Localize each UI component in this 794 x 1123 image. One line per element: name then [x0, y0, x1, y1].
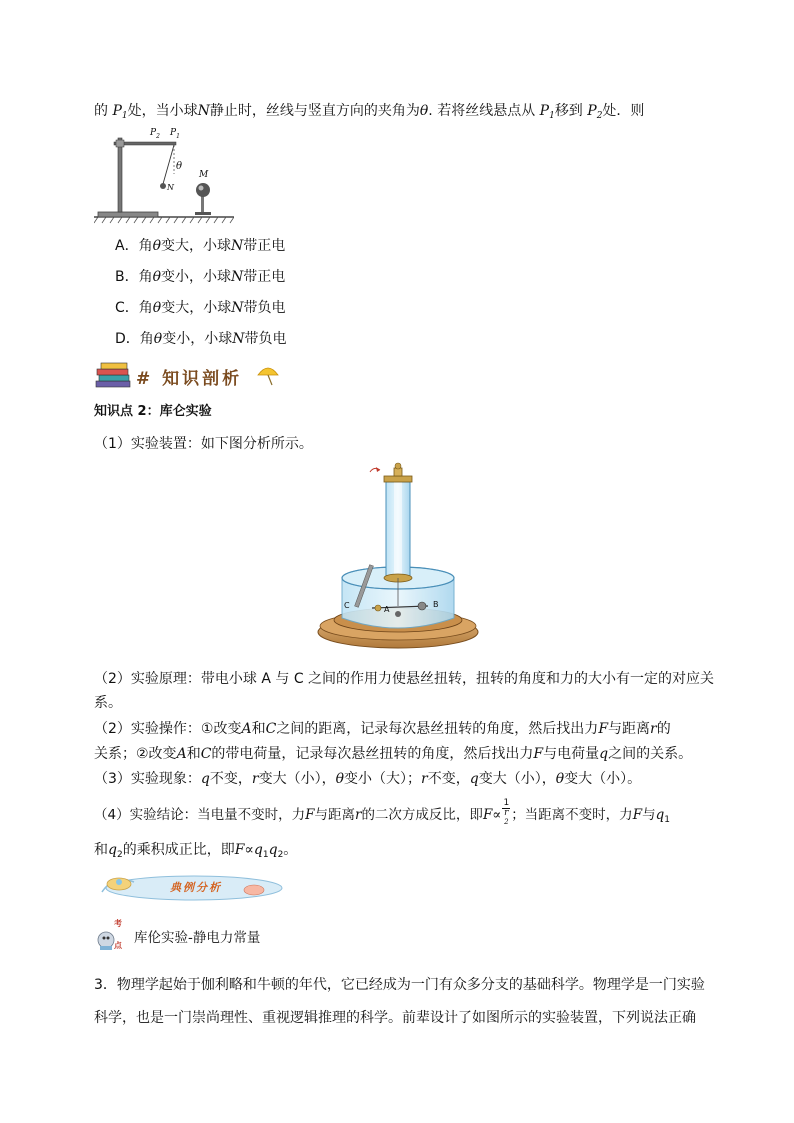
section-operation-line2: 关系；②改变A和C的带电荷量，记录每次悬丝扭转的角度，然后找出力F与电荷量q之间的关系。	[94, 746, 693, 762]
label-n: N	[167, 183, 174, 192]
question-3-line1: 3．物理学起始于伽利略和牛顿的年代，它已经成为一门有众多分支的基础科学。物理学是一门实验	[94, 977, 705, 993]
figure-torsion-balance	[316, 460, 480, 650]
section-apparatus: （1）实验装置：如下图分析所示。	[94, 436, 313, 452]
var-p1: $P_1$	[112, 103, 128, 121]
books-icon	[94, 361, 134, 391]
example-banner	[94, 868, 284, 908]
option-c: C．角θ变大，小球N带负电	[115, 300, 286, 316]
section-phenomenon: （3）实验现象：q不变，r变大（小），θ变小（大）；r不变，q变大（小），θ变大（小）。	[94, 771, 642, 787]
knowledge-banner-title: # 知识剖析	[136, 369, 243, 389]
label-c: C	[344, 601, 350, 610]
knowledge-banner	[94, 359, 284, 391]
mascot-icon	[94, 916, 130, 952]
example-banner-title: 典例分析	[170, 881, 222, 894]
exam-point-text: 库伦实验-静电力常量	[134, 930, 261, 946]
section-principle-line2: 系。	[94, 695, 122, 711]
kaodian-top: 考	[114, 919, 122, 928]
kaodian-bottom: 点	[114, 941, 122, 950]
pendulum-diagram	[94, 128, 234, 224]
section-conclusion-line2: 和$q_2$的乘积成正比，即$F\propto q_1q_2$。	[94, 842, 298, 860]
var-p1b: $P_1$	[539, 103, 555, 121]
section-principle-line1: （2）实验原理：带电小球 A 与 C 之间的作用力使悬丝扭转，扭转的角度和力的大小有一定的对应关	[94, 671, 715, 687]
option-d: D．角θ变小，小球N带负电	[115, 331, 287, 347]
label-b: B	[433, 600, 439, 609]
section-operation-line1: （2）实验操作：①改变A和C之间的距离，记录每次悬丝扭转的角度，然后找出力F与距离r的	[94, 721, 671, 737]
var-n: N	[197, 103, 210, 119]
label-p2: $P_2$	[150, 128, 160, 140]
option-b: B．角θ变小，小球N带正电	[115, 269, 286, 285]
figure-pendulum-apparatus	[94, 128, 234, 224]
var-p2: $P_2$	[587, 103, 603, 121]
knowledge-point-title: 知识点 2：库仑实验	[94, 404, 212, 419]
option-a: A．角θ变大，小球N带正电	[115, 238, 286, 254]
fraction-1-over-r2: 1 r $^2$	[503, 798, 510, 826]
exam-point	[94, 916, 394, 956]
umbrella-icon	[256, 363, 280, 387]
label-m: M	[199, 170, 209, 180]
section-conclusion-line1: （4）实验结论：当电量不变时，力F与距离r的二次方成反比，即F∝ 1 r $^2$ ；当距离不变时，力F与$q_1$	[94, 799, 670, 834]
label-p1: $P_1$	[170, 128, 180, 140]
label-theta: θ	[176, 161, 183, 172]
question-3-line2: 科学，也是一门崇尚理性、重视逻辑推理的科学。前辈设计了如图所示的实验装置，下列说法正确	[94, 1010, 696, 1026]
torsion-balance-diagram	[316, 460, 480, 650]
question-intro-line: 的 $P_1$处，当小球N静止时，丝线与竖直方向的夹角为θ. 若将丝线悬点从 $P_1$移到 $P_2$处．则	[94, 103, 645, 121]
var-theta: θ	[419, 103, 429, 119]
label-a: A	[384, 605, 390, 614]
